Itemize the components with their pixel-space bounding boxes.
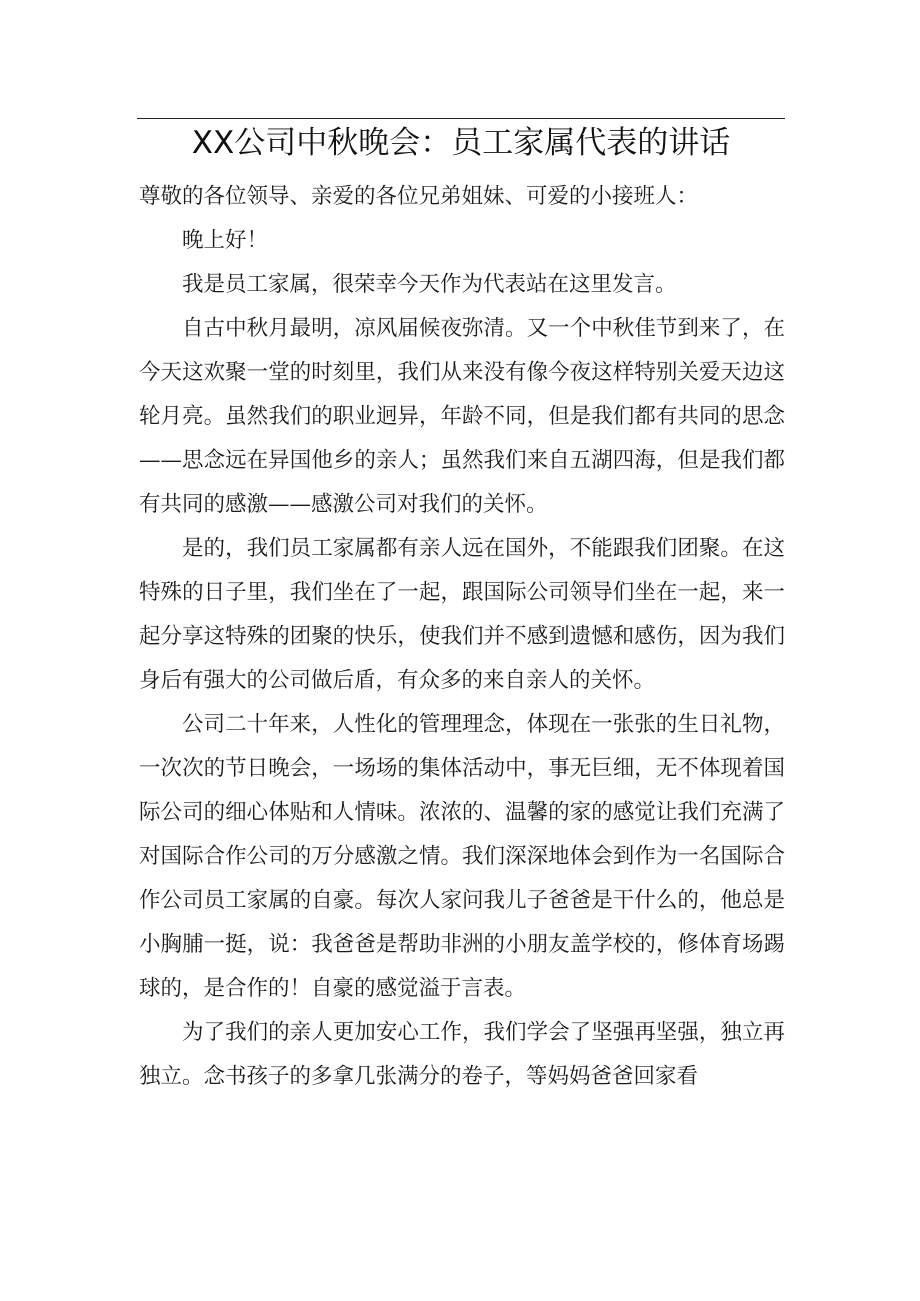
salutation-paragraph: 尊敬的各位领导、亲爱的各位兄弟姐妹、可爱的小接班人： [139,184,699,209]
body-paragraph: 自古中秋月最明，凉风届候夜弥清。又一个中秋佳节到来了，在今天这欢聚一堂的时刻里，我们从来没有像今夜这样特别关爱天边这轮月亮。虽然我们的职业迥异，年龄不同，但是我们都有共同的思念——思念远在异国他乡的亲人；虽然我们来自五湖四海，但是我们都有共同的感激——感激公司对我们的关怀。 [139,316,785,517]
body-paragraph: 为了我们的亲人更加安心工作，我们学会了坚强再坚强，独立再独立。念书孩子的多拿几张满分的卷子，等妈妈爸爸回家看 [139,1020,785,1089]
document-body [139,175,785,1099]
body-paragraph: 是的，我们员工家属都有亲人远在国外，不能跟我们团聚。在这特殊的日子里，我们坐在了一起，跟国际公司领导们坐在一起，来一起分享这特殊的团聚的快乐，使我们并不感到遗憾和感伤，因为我们身后有强大的公司做后盾，有众多的来自亲人的关怀。 [139,536,785,693]
document-title: XX公司中秋晚会：员工家属代表的讲话 [191,125,731,161]
greeting-paragraph: 晚上好！ [182,228,269,253]
body-paragraph: 我是员工家属，很荣幸今天作为代表站在这里发言。 [182,272,677,297]
body-paragraph: 公司二十年来，人性化的管理理念，体现在一张张的生日礼物，一次次的节日晚会，一场场的集体活动中，事无巨细，无不体现着国际公司的细心体贴和人情味。浓浓的、温馨的家的感觉让我们充满了对国际合作公司的万分感激之情。我们深深地体会到作为一名国际合作公司员工家属的自豪。每次人家问我儿子爸爸是干什么的，他总是小胸脯一挺，说：我爸爸是帮助非洲的小朋友盖学校的，修体育场踢球的，是合作的！自豪的感觉溢于言表。 [139,712,785,1001]
